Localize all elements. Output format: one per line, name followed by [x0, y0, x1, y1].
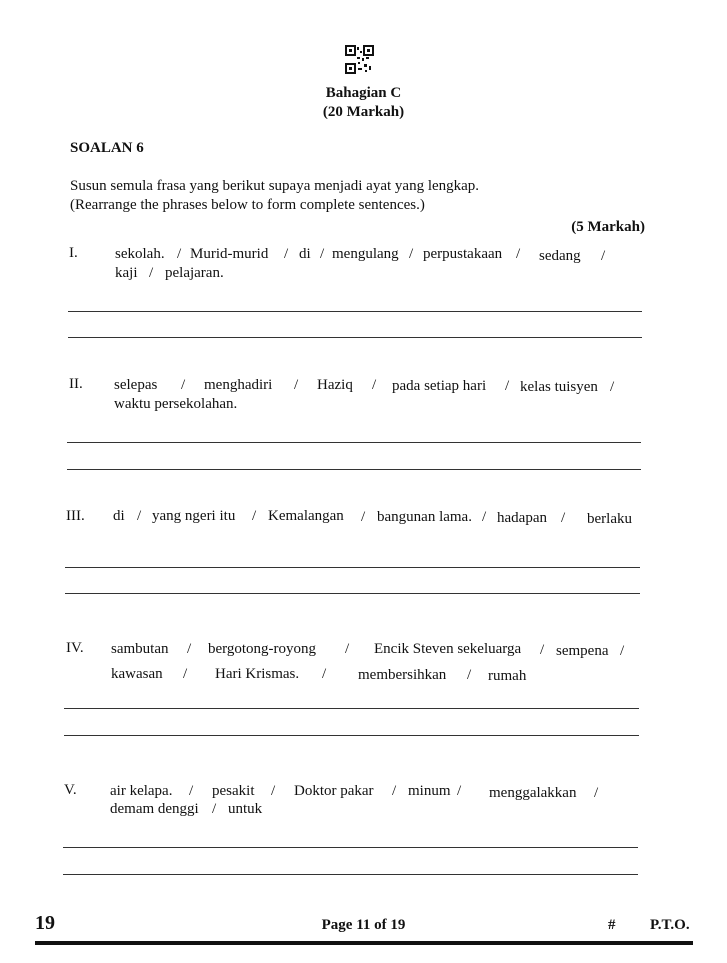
separator: /	[594, 785, 599, 801]
phrase: sambutan	[111, 641, 169, 657]
separator: /	[320, 246, 325, 262]
separator: /	[620, 643, 625, 659]
answer-line[interactable]	[67, 442, 641, 443]
footer-rule	[35, 941, 693, 945]
phrase: mengulang	[332, 246, 399, 262]
phrase: hadapan	[497, 510, 547, 526]
instruction-malay: Susun semula frasa yang berikut supaya menjadi ayat yang lengkap.	[70, 178, 480, 194]
phrase: Kemalangan	[268, 508, 344, 524]
separator: /	[467, 667, 472, 683]
separator: /	[361, 509, 366, 525]
separator: /	[187, 641, 192, 657]
separator: /	[372, 377, 377, 393]
phrase: kawasan	[111, 666, 163, 682]
section-title: Bahagian C	[325, 85, 402, 101]
separator: /	[561, 510, 566, 526]
phrase: di	[299, 246, 311, 262]
separator: /	[284, 246, 289, 262]
page-indicator: Page 11 of 19	[321, 917, 406, 933]
answer-line[interactable]	[65, 567, 640, 568]
separator: /	[252, 508, 257, 524]
separator: /	[181, 377, 186, 393]
instruction-english: (Rearrange the phrases below to form complete sentences.)	[70, 197, 425, 213]
qr-code-icon	[345, 45, 374, 74]
answer-line[interactable]	[65, 593, 640, 594]
separator: /	[540, 642, 545, 658]
phrase: menggalakkan	[489, 785, 577, 801]
separator: /	[610, 379, 615, 395]
phrase: sedang	[539, 248, 581, 264]
footer-hash: #	[608, 917, 616, 933]
phrase: pada setiap hari	[392, 378, 487, 394]
phrase: minum	[408, 783, 451, 799]
phrase: di	[113, 508, 125, 524]
answer-line[interactable]	[63, 847, 638, 848]
phrase: berlaku	[587, 511, 632, 527]
phrase: Haziq	[317, 377, 353, 393]
question-marks: (5 Markah)	[571, 219, 645, 235]
phrase: Hari Krismas.	[215, 666, 300, 682]
separator: /	[322, 666, 327, 682]
separator: /	[601, 248, 606, 264]
separator: /	[183, 666, 188, 682]
phrase: waktu persekolahan.	[114, 396, 238, 412]
phrase: menghadiri	[204, 377, 273, 393]
separator: /	[149, 265, 154, 281]
answer-line[interactable]	[68, 337, 642, 338]
item-numeral: III.	[66, 508, 85, 524]
separator: /	[345, 641, 350, 657]
phrase: air kelapa.	[110, 783, 173, 799]
answer-line[interactable]	[64, 708, 639, 709]
phrase: bergotong-royong	[208, 641, 317, 657]
phrase: sekolah.	[115, 246, 165, 262]
separator: /	[516, 246, 521, 262]
answer-line[interactable]	[67, 469, 641, 470]
phrase: pelajaran.	[165, 265, 224, 281]
separator: /	[177, 246, 182, 262]
separator: /	[271, 783, 276, 799]
phrase: untuk	[228, 801, 263, 817]
phrase: pesakit	[212, 783, 255, 799]
question-title: SOALAN 6	[70, 140, 144, 156]
separator: /	[294, 377, 299, 393]
item-numeral: I.	[69, 245, 78, 261]
answer-line[interactable]	[63, 874, 638, 875]
phrase: kelas tuisyen	[520, 379, 598, 395]
phrase: Murid-murid	[190, 246, 269, 262]
answer-line[interactable]	[64, 735, 639, 736]
separator: /	[482, 509, 487, 525]
phrase: selepas	[114, 377, 158, 393]
separator: /	[409, 246, 414, 262]
phrase: membersihkan	[358, 667, 447, 683]
phrase: Encik Steven sekeluarga	[374, 641, 522, 657]
phrase: kaji	[115, 265, 138, 281]
phrase: sempena	[556, 643, 609, 659]
separator: /	[457, 783, 462, 799]
please-turn-over: P.T.O.	[650, 917, 690, 933]
phrase: yang ngeri itu	[152, 508, 236, 524]
phrase: Doktor pakar	[294, 783, 374, 799]
phrase: rumah	[488, 668, 527, 684]
footer-question-number: 19	[35, 912, 55, 934]
section-marks: (20 Markah)	[322, 104, 405, 120]
answer-line[interactable]	[68, 311, 642, 312]
separator: /	[505, 378, 510, 394]
phrase: perpustakaan	[423, 246, 503, 262]
item-numeral: II.	[69, 376, 83, 392]
item-numeral: V.	[64, 782, 77, 798]
separator: /	[137, 508, 142, 524]
phrase: bangunan lama.	[377, 509, 472, 525]
item-numeral: IV.	[66, 640, 84, 656]
separator: /	[392, 783, 397, 799]
phrase: demam denggi	[110, 801, 199, 817]
separator: /	[189, 783, 194, 799]
separator: /	[212, 801, 217, 817]
